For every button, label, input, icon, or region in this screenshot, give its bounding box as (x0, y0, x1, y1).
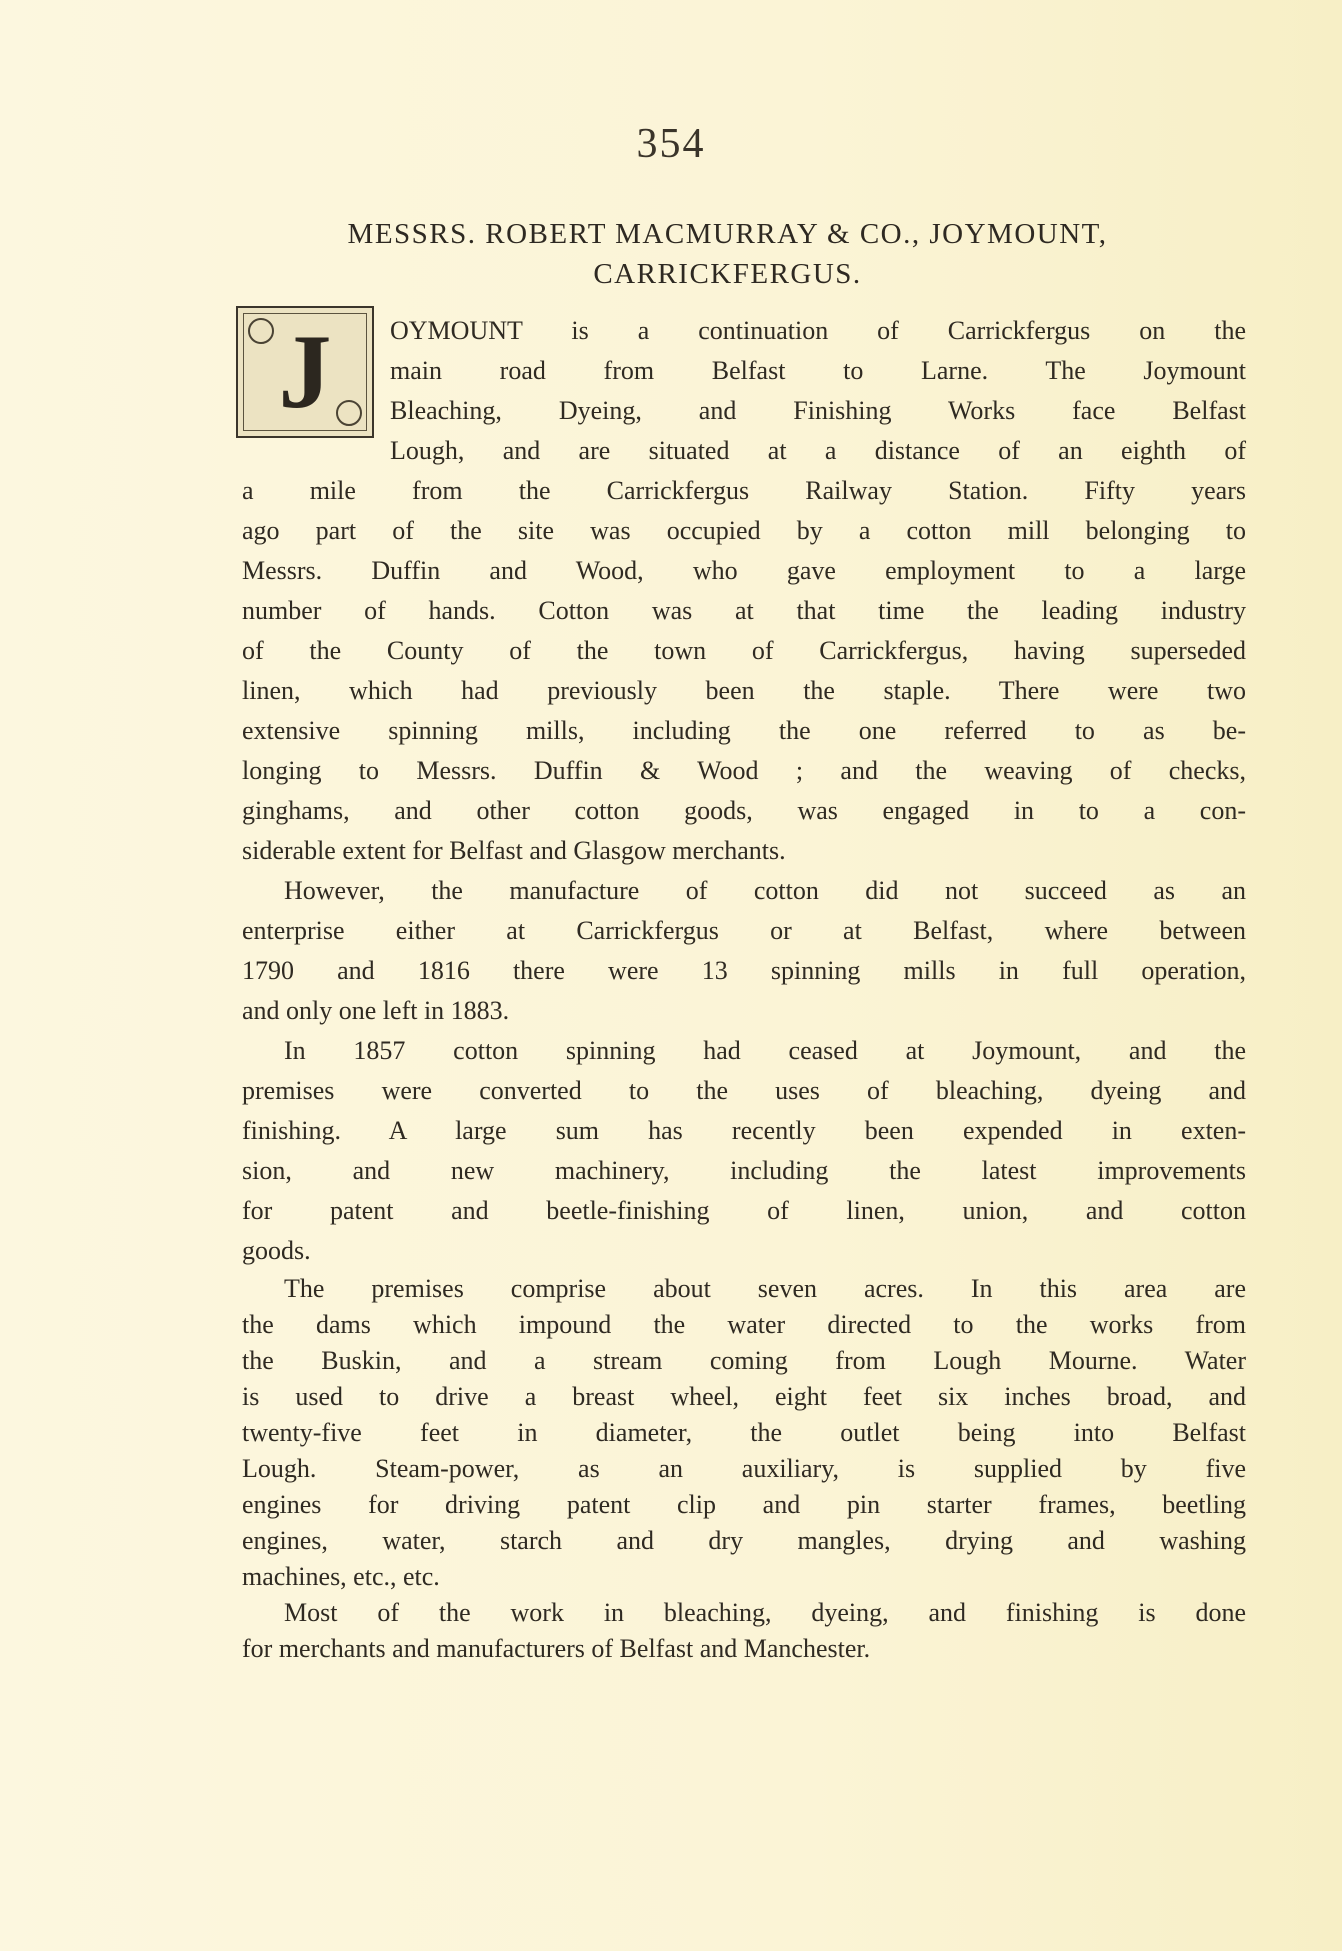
text-line: extensive spinning mills, including the one referred to as be- (242, 716, 1246, 745)
text-line: OYMOUNT is a continuation of Carrickfergus on the (390, 316, 1246, 345)
text-line: Bleaching, Dyeing, and Finishing Works face Belfast (390, 396, 1246, 425)
text-line: for patent and beetle-finishing of linen, union, and cotton (242, 1196, 1246, 1225)
text-line: main road from Belfast to Larne. The Joymount (390, 356, 1246, 385)
text-line: siderable extent for Belfast and Glasgow merchants. (242, 836, 786, 865)
title-line-2: CARRICKFERGUS. (593, 258, 862, 290)
text-line: premises were converted to the uses of bleaching, dyeing and (242, 1076, 1246, 1105)
text-line: longing to Messrs. Duffin & Wood ; and the weaving of checks, (242, 756, 1246, 785)
text-line: ginghams, and other cotton goods, was engaged in to a con- (242, 796, 1246, 825)
text-line: linen, which had previously been the staple. There were two (242, 676, 1246, 705)
text-line: Lough. Steam-power, as an auxiliary, is supplied by five (242, 1454, 1246, 1483)
article-body (242, 311, 1246, 1667)
paragraph-5 (242, 1595, 1246, 1667)
text-line: engines, water, starch and dry mangles, drying and washing (242, 1526, 1246, 1555)
text-line: the dams which impound the water directed to the works from (242, 1310, 1246, 1339)
text-line: engines for driving patent clip and pin starter frames, beetling (242, 1490, 1246, 1519)
text-line: goods. (242, 1236, 311, 1265)
text-line: ago part of the site was occupied by a cotton mill belonging to (242, 516, 1246, 545)
text-line: The premises comprise about seven acres. In this area are (284, 1274, 1246, 1303)
text-line: In 1857 cotton spinning had ceased at Joymount, and the (284, 1036, 1246, 1065)
text-line: Lough, and are situated at a distance of an eighth of (390, 436, 1246, 465)
title-line-1: MESSRS. ROBERT MACMURRAY & CO., JOYMOUNT, (347, 218, 1108, 250)
paragraph-4 (242, 1271, 1246, 1595)
text-line: Messrs. Duffin and Wood, who gave employment to a large (242, 556, 1246, 585)
text-line: for merchants and manufacturers of Belfast and Manchester. (242, 1634, 871, 1663)
text-line: a mile from the Carrickfergus Railway Station. Fifty years (242, 476, 1246, 505)
text-line: Most of the work in bleaching, dyeing, and finishing is done (284, 1598, 1246, 1627)
text-line: finishing. A large sum has recently been expended in exten- (242, 1116, 1246, 1145)
text-line: is used to drive a breast wheel, eight feet six inches broad, and (242, 1382, 1246, 1411)
text-line: of the County of the town of Carrickfergus, having superseded (242, 636, 1246, 665)
paragraph-2 (242, 871, 1246, 1031)
text-line: the Buskin, and a stream coming from Lough Mourne. Water (242, 1346, 1246, 1375)
text-line: number of hands. Cotton was at that time the leading industry (242, 596, 1246, 625)
drop-cap-letter: J (278, 313, 332, 430)
text-line: However, the manufacture of cotton did not succeed as an (284, 876, 1246, 905)
text-line: machines, etc., etc. (242, 1562, 440, 1591)
text-line: 1790 and 1816 there were 13 spinning mills in full operation, (242, 956, 1246, 985)
text-line: sion, and new machinery, including the latest improvements (242, 1156, 1246, 1185)
paragraph-3 (242, 1031, 1246, 1271)
section-title (210, 214, 1245, 294)
text-line: enterprise either at Carrickfergus or at Belfast, where between (242, 916, 1246, 945)
text-line: twenty-five feet in diameter, the outlet being into Belfast (242, 1418, 1246, 1447)
paragraph-1 (242, 311, 1246, 871)
page-number: 354 (636, 121, 706, 167)
text-line: and only one left in 1883. (242, 996, 510, 1025)
